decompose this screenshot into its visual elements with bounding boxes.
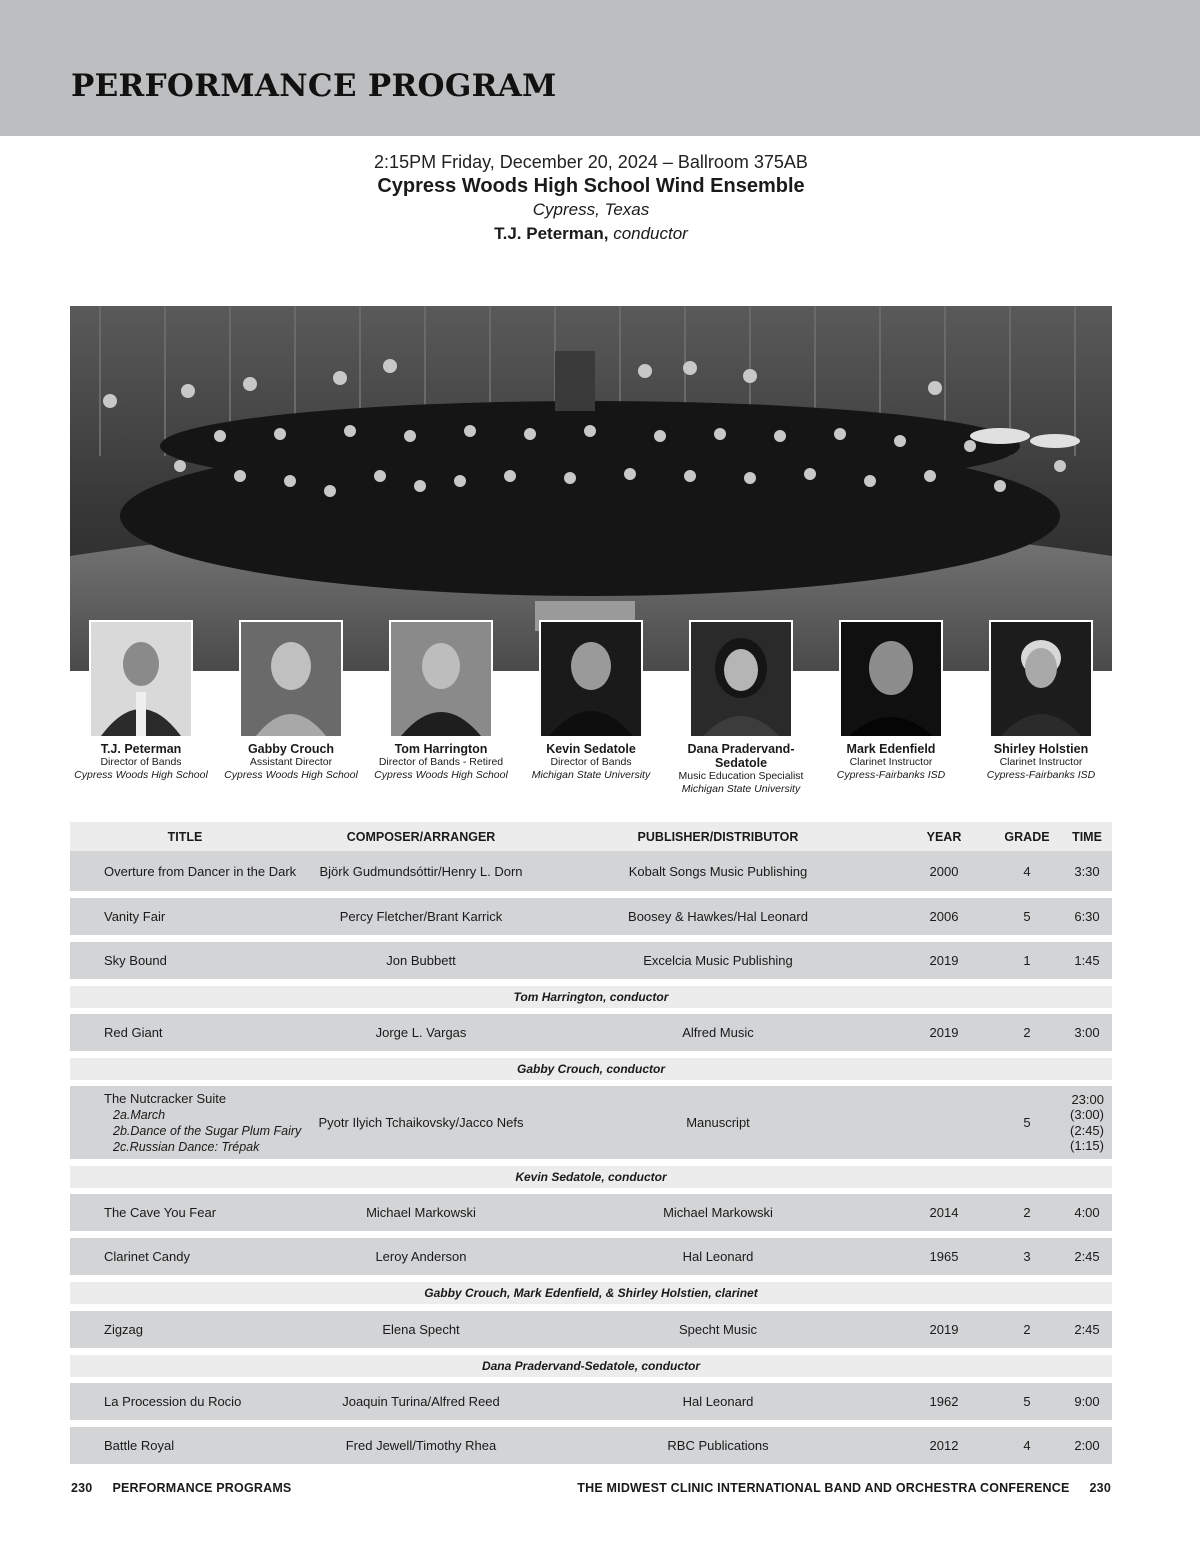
cell-publisher: Manuscript <box>686 1115 750 1130</box>
time-movement: (2:45) <box>1070 1122 1104 1138</box>
cell-title: Sky Bound <box>104 953 167 968</box>
portrait-photo <box>839 620 943 738</box>
cell-publisher: Excelcia Music Publishing <box>643 953 793 968</box>
cell-publisher: Alfred Music <box>682 1025 754 1040</box>
cell-time: 4:00 <box>1074 1205 1100 1220</box>
cell-time: 3:30 <box>1074 863 1100 879</box>
event-datetime: 2:15PM Friday, December 20, 2024 – Ballroom 375AB <box>374 152 808 172</box>
table-row <box>70 851 1112 891</box>
person-name: Kevin Sedatole <box>546 742 636 756</box>
conductor-band: Gabby Crouch, conductor <box>70 1058 1112 1080</box>
person-name: Dana Pradervand-Sedatole <box>687 742 795 770</box>
table-row <box>70 1014 1112 1051</box>
cell-grade: 2 <box>1023 1322 1031 1337</box>
piece-title: The Nutcracker Suite <box>104 1090 227 1106</box>
cell-year: 1965 <box>929 1249 959 1264</box>
ensemble-photo <box>70 306 1112 671</box>
cell-publisher: Hal Leonard <box>682 1249 754 1264</box>
cell-grade: 2 <box>1023 1205 1031 1220</box>
person-org: Cypress Woods High School <box>374 769 508 781</box>
conductor-band: Gabby Crouch, Mark Edenfield, & Shirley Holstien, clarinet <box>70 1282 1112 1304</box>
cell-year: 2012 <box>929 1438 959 1453</box>
movement: 2a.March <box>113 1107 166 1122</box>
cell-year: 2006 <box>929 909 959 924</box>
cell-grade: 5 <box>1023 1394 1031 1409</box>
col-composer: COMPOSER/ARRANGER <box>346 829 496 844</box>
table-row <box>70 1427 1112 1464</box>
cell-publisher: Hal Leonard <box>682 1394 754 1409</box>
cell-composer: Fred Jewell/Timothy Rhea <box>345 1438 497 1453</box>
cell-title: Vanity Fair <box>104 909 166 924</box>
person-role: Assistant Director <box>249 756 333 768</box>
cell-time: 3:00 <box>1074 1025 1100 1040</box>
person-card <box>366 620 516 782</box>
cell-title: Battle Royal <box>104 1438 175 1453</box>
person-card <box>516 620 666 782</box>
person-name: Gabby Crouch <box>247 742 335 756</box>
cell-grade: 1 <box>1023 953 1031 968</box>
footer-section: PERFORMANCE PROGRAMS <box>112 1481 292 1495</box>
cell-grade: 4 <box>1023 863 1031 879</box>
table-header <box>70 822 1112 851</box>
person-card <box>66 620 216 782</box>
page-number: 230 <box>71 1481 93 1495</box>
person-card <box>666 620 816 796</box>
cell-composer: Jon Bubbett <box>386 953 456 968</box>
cell-time: 9:00 <box>1074 1394 1100 1409</box>
person-org: Cypress Woods High School <box>224 769 358 781</box>
time-movement: (1:15) <box>1070 1138 1104 1153</box>
cell-publisher: Michael Markowski <box>663 1205 773 1220</box>
cell-year: 1962 <box>929 1394 959 1409</box>
cell-year: 2019 <box>929 953 959 968</box>
person-org: Cypress-Fairbanks ISD <box>986 769 1096 781</box>
cell-grade: 5 <box>1023 909 1031 924</box>
cell-publisher: Specht Music <box>678 1322 758 1337</box>
person-name: Tom Harrington <box>394 742 488 756</box>
cell-composer: Jorge L. Vargas <box>375 1025 467 1040</box>
cell-year: 2019 <box>929 1322 959 1337</box>
table-row <box>70 942 1112 979</box>
footer-right <box>577 1481 1111 1495</box>
cell-composer: Percy Fletcher/Brant Karrick <box>339 909 503 924</box>
time-total: 23:00 <box>1071 1091 1104 1107</box>
staff-portraits <box>70 620 1112 800</box>
person-card <box>216 620 366 782</box>
cell-time: 2:00 <box>1074 1438 1100 1453</box>
person-card <box>966 620 1116 782</box>
cell-year: 2000 <box>929 863 959 879</box>
movement: 2b.Dance of the Sugar Plum Fairy <box>113 1123 302 1138</box>
person-org: Michigan State University <box>531 769 651 781</box>
page-number: 230 <box>1089 1481 1111 1495</box>
table-row <box>70 1238 1112 1275</box>
page-title: PERFORMANCE PROGRAM <box>71 68 557 104</box>
person-name: Mark Edenfield <box>846 742 936 756</box>
cell-year <box>915 1086 973 1159</box>
person-org: Cypress-Fairbanks ISD <box>836 769 946 781</box>
movement: 2c.Russian Dance: Trépak <box>113 1139 260 1154</box>
conductor-band: Kevin Sedatole, conductor <box>70 1166 1112 1188</box>
cell-grade: 5 <box>1023 1115 1031 1130</box>
footer-conference: THE MIDWEST CLINIC INTERNATIONAL BAND AND ORCHESTRA CONFERENCE <box>577 1481 1070 1495</box>
cell-time: 2:45 <box>1074 1249 1100 1264</box>
cell-title: Clarinet Candy <box>104 1249 190 1264</box>
cell-composer: Michael Markowski <box>366 1205 476 1220</box>
person-role: Director of Bands <box>550 756 632 768</box>
cell-composer: Björk Gudmundsóttir/Henry L. Dorn <box>319 863 523 879</box>
ensemble-name: Cypress Woods High School Wind Ensemble <box>377 175 805 197</box>
person-role: Director of Bands - Retired <box>378 756 504 768</box>
col-publisher: PUBLISHER/DISTRIBUTOR <box>637 829 799 844</box>
cell-grade: 4 <box>1023 1438 1031 1453</box>
table-row <box>70 898 1112 935</box>
portrait-photo <box>239 620 343 738</box>
col-grade: GRADE <box>1004 829 1050 844</box>
event-info <box>0 150 1182 246</box>
cell-year: 2014 <box>929 1205 959 1220</box>
cell-title: Red Giant <box>104 1025 163 1040</box>
cell-time: 2:45 <box>1074 1322 1100 1337</box>
cell-composer: Leroy Anderson <box>375 1249 467 1264</box>
table-row <box>70 1311 1112 1348</box>
cell-composer: Pyotr Ilyich Tchaikovsky/Jacco Nefs <box>318 1115 524 1130</box>
person-role: Director of Bands <box>100 756 182 768</box>
person-name: Shirley Holstien <box>993 742 1089 756</box>
cell-year: 2019 <box>929 1025 959 1040</box>
portrait-photo <box>389 620 493 738</box>
cell-time: 6:30 <box>1074 909 1100 924</box>
portrait-photo <box>989 620 1093 738</box>
cell-time <box>1062 1086 1112 1159</box>
person-org: Cypress Woods High School <box>74 769 208 781</box>
portrait-photo <box>539 620 643 738</box>
conductor-name: T.J. Peterman, <box>494 224 609 243</box>
cell-publisher: Kobalt Songs Music Publishing <box>628 863 808 879</box>
ensemble-location: Cypress, Texas <box>532 200 650 219</box>
conductor-role: conductor <box>613 224 688 243</box>
person-card <box>816 620 966 782</box>
person-org: Michigan State University <box>681 783 801 795</box>
col-time: TIME <box>1072 829 1102 844</box>
table-row <box>70 1086 1112 1159</box>
col-title: TITLE <box>167 829 203 844</box>
cell-composer: Elena Specht <box>382 1322 460 1337</box>
person-name: T.J. Peterman <box>100 742 182 756</box>
footer-left <box>71 1481 291 1495</box>
portrait-photo <box>689 620 793 738</box>
cell-time: 1:45 <box>1074 953 1100 968</box>
cell-title: La Procession du Rocio <box>104 1394 242 1409</box>
cell-title: Overture from Dancer in the Dark <box>104 863 297 879</box>
person-role: Music Education Specialist <box>678 770 804 782</box>
cell-title: Zigzag <box>104 1322 144 1337</box>
person-role: Clarinet Instructor <box>849 756 933 768</box>
table-row <box>70 1383 1112 1420</box>
time-movement: (3:00) <box>1070 1107 1104 1122</box>
cell-grade: 2 <box>1023 1025 1031 1040</box>
cell-title: The Cave You Fear <box>104 1205 217 1220</box>
table-row <box>70 1194 1112 1231</box>
person-role: Clarinet Instructor <box>999 756 1083 768</box>
cell-composer: Joaquin Turina/Alfred Reed <box>342 1394 500 1409</box>
program-table <box>70 822 1112 1453</box>
cell-grade: 3 <box>1023 1249 1031 1264</box>
cell-publisher: RBC Publications <box>667 1438 769 1453</box>
cell-publisher: Boosey & Hawkes/Hal Leonard <box>628 909 808 924</box>
conductor-band: Tom Harrington, conductor <box>70 986 1112 1008</box>
conductor-band: Dana Pradervand-Sedatole, conductor <box>70 1355 1112 1377</box>
col-year: YEAR <box>926 829 962 844</box>
portrait-photo <box>89 620 193 738</box>
conductor-line <box>0 222 1182 246</box>
